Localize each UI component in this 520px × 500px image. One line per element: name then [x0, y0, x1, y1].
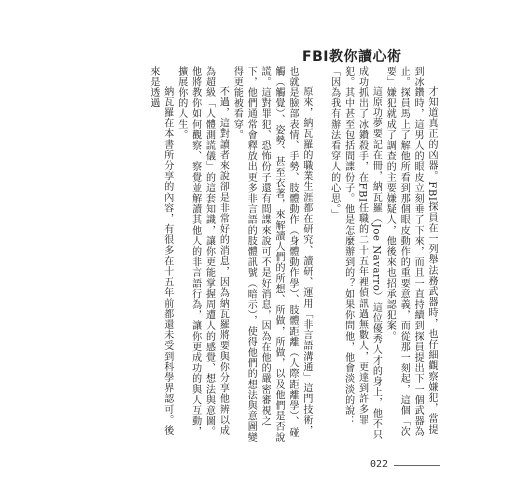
body-text	[105, 66, 438, 444]
running-title: FBI教你讀心術	[302, 49, 402, 65]
paragraph: 納瓦羅在本書所分享的內容，有很多在十五年前都還未受到科學界認可。後來是透過	[147, 66, 173, 436]
paragraph: 才知道真正的凶器。FBI探員在一列舉法務武器時，也仔細觀察嫌犯，當提到冰鑽時，這男人的眼皮立刻垂了下來，而且一直持續到探員提出下一個武器為止。探員馬上了解他所看到那個眼皮動作的重要意義，而從那一刻起，這個「次要」嫌犯就成了調查的主要嫌疑人，他後來也招承認犯案。	[384, 66, 437, 437]
paragraph: 原來，納瓦羅的職業生涯都在研究、讀研、運用「非言語溝通」這門技術，也就是臉部表情、手勢、肢體動作（身體動作學）、肢體距離（人際距離學）、碰觸（觸覺）、姿勢、甚至衣著，來解讀人們的所想、所做，所做，以及他們是否說謊。這對罪犯、恐怖份子還有間諜來說可不是好消息，因為在他的嚴密審視之下，他們通常會釋放出更多非言語的肢體訊號（暗示），使得他們的想法與意圖變得更能被看穿。	[231, 66, 312, 443]
footer-rule	[394, 465, 440, 466]
page-number: 022	[370, 459, 389, 470]
paragraph: 不過，這對讀者來說卻是非常好的消息，因為納瓦羅將要與你分享他辨以成為超級「人體測謊儀」的這套知識，讓你更能掌握周遭人的感覺、想法與意圖。他將教你如何觀察、察覺並解讀其他人的非言語行為，讓你更成功的與人互動，擴展你的人生。	[175, 66, 229, 437]
paragraph: 這原功夢要記在冊，納瓦羅（Joe Navarro）這位優秀人才的身上，他不只成功抓出了冰鑽殺手，在FBI任職的二十五年裡偵訊過無數人，更達到許多罪犯。其中甚至包括間諜份子。他是怎麼辦到的？如果你問他，他會淡淡的說：「因為我有辦法看穿人的心思。」	[328, 66, 382, 440]
